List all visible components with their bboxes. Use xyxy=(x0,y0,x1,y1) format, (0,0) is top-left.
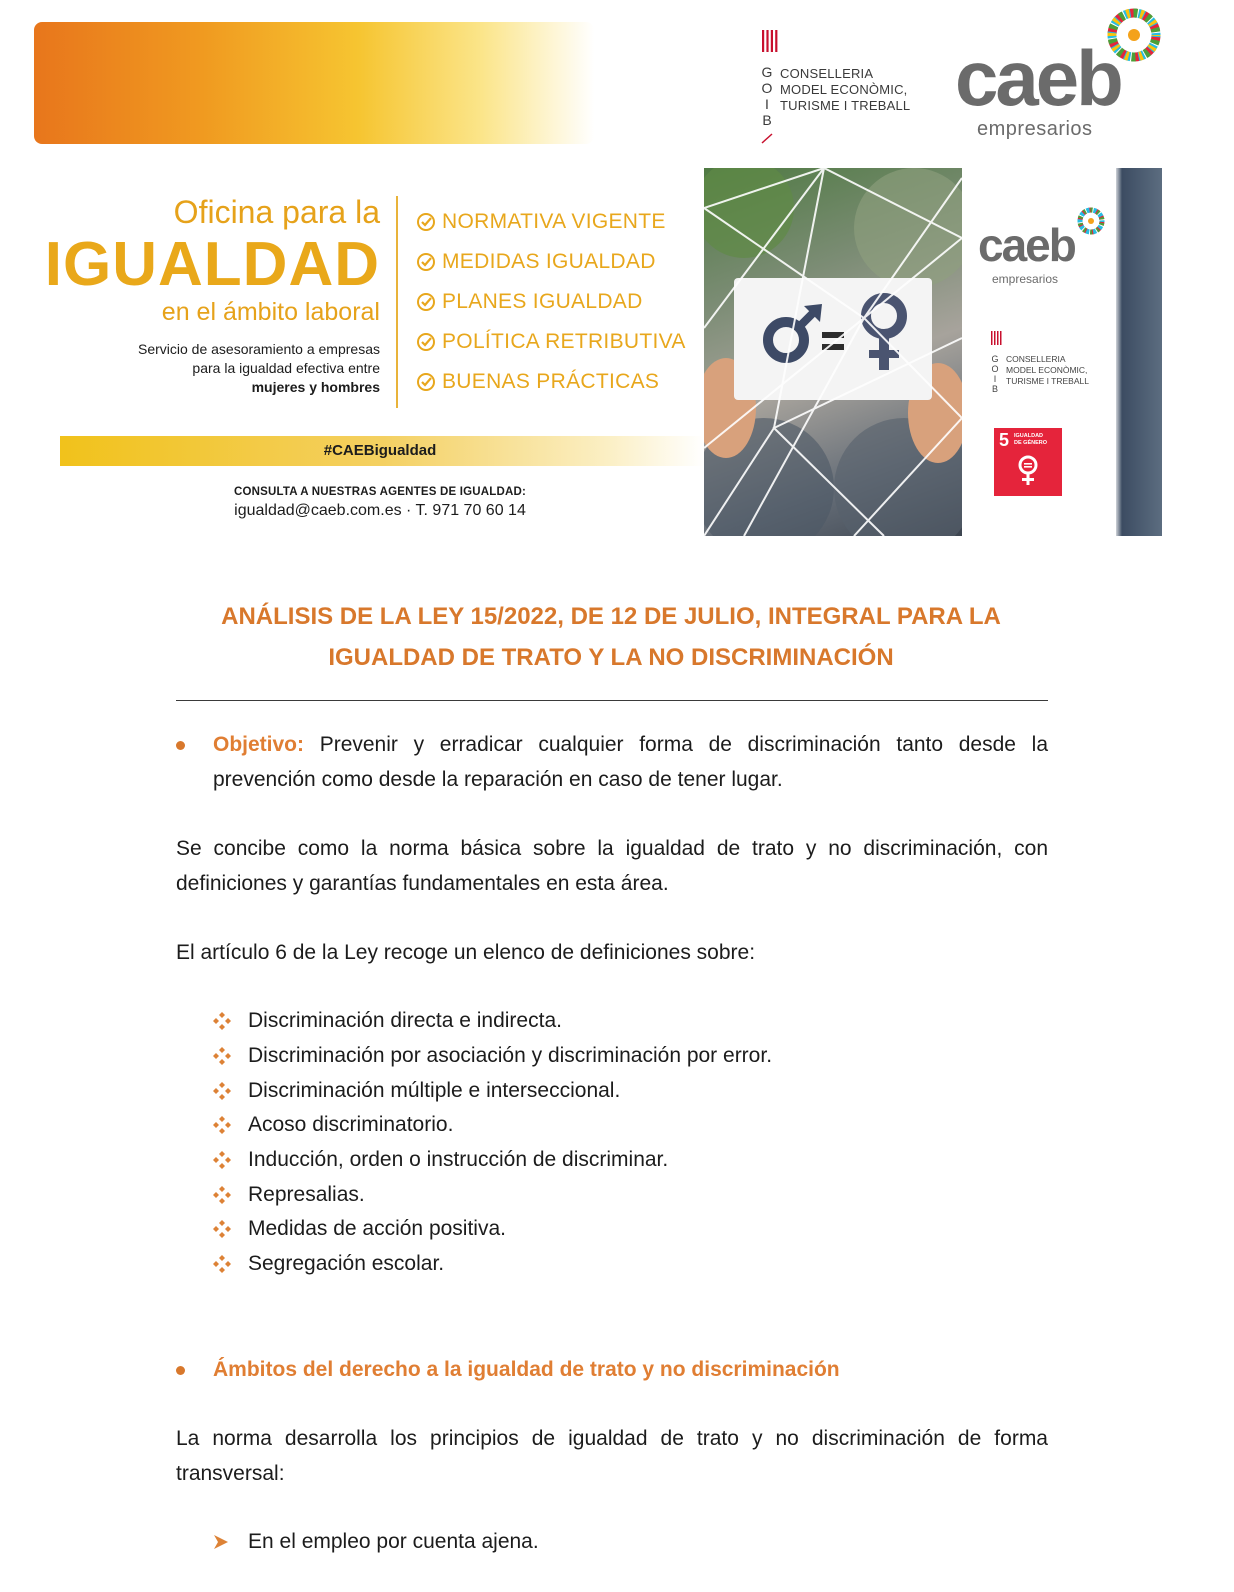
diamond-bullet-icon xyxy=(212,1046,232,1066)
list-item xyxy=(212,1177,772,1212)
banner-title-line1: Oficina para la xyxy=(173,194,380,230)
ambitos-heading: Ámbitos del derecho a la igualdad de trato y no discriminación xyxy=(213,1358,840,1381)
sdg5-badge xyxy=(994,428,1062,496)
sdg5-label-line: DE GÉNERO xyxy=(1014,440,1048,446)
diamond-bullet-icon xyxy=(212,1219,232,1239)
checklist-item xyxy=(416,242,686,282)
document-title-line: IGUALDAD DE TRATO Y LA NO DISCRIMINACIÓN xyxy=(328,644,894,671)
diamond-bullet-icon xyxy=(212,1254,232,1274)
paragraph: La norma desarrolla los principios de igualdad de trato y no discriminación de forma transversal: xyxy=(176,1427,1048,1485)
checklist-item xyxy=(416,202,686,242)
consulta-heading: CONSULTA A NUESTRAS AGENTES DE IGUALDAD: xyxy=(233,486,527,498)
caeb-logo xyxy=(955,8,1165,148)
list-item xyxy=(212,1073,772,1108)
card-goib-department xyxy=(1006,354,1089,387)
document-title-line: ANÁLISIS DE LA LEY 15/2022, DE 12 DE JULIO, INTEGRAL PARA LA xyxy=(221,603,1001,630)
banner-service-text xyxy=(80,340,380,397)
diamond-bullet-icon xyxy=(212,1011,232,1031)
list-item-text: Inducción, orden o instrucción de discriminar. xyxy=(248,1148,669,1172)
contact-info[interactable]: igualdad@caeb.com.es · T. 971 70 60 14 xyxy=(234,502,526,519)
goib-logo xyxy=(760,28,920,148)
banner-divider xyxy=(396,196,398,408)
goib-line: CONSELLERIA xyxy=(780,66,874,81)
checklist-item xyxy=(416,322,686,362)
document-title xyxy=(150,596,1072,678)
paragraph: Se concibe como la norma básica sobre la igualdad de trato y no discriminación, con definiciones y garantías fundamentales en esta área. xyxy=(176,837,1048,895)
list-item xyxy=(212,1108,772,1143)
list-item xyxy=(212,1212,772,1247)
banner-title-line3: en el ámbito laboral xyxy=(161,298,380,326)
goib-letter: G xyxy=(761,64,773,80)
goib-line: MODEL ECONÒMIC, xyxy=(780,82,908,97)
list-item-text: Discriminación directa e indirecta. xyxy=(248,1009,562,1033)
goib-letters xyxy=(760,64,774,128)
goib-line: TURISME I TREBALL xyxy=(780,98,911,113)
check-circle-icon xyxy=(416,332,436,352)
goib-emblem-icon xyxy=(760,28,780,54)
paragraph: El artículo 6 de la Ley recoge un elenco de definiciones sobre: xyxy=(176,941,756,964)
list-item-text: Discriminación por asociación y discriminación por error. xyxy=(248,1044,773,1068)
banner-checklist xyxy=(416,202,686,402)
checklist-label: MEDIDAS IGUALDAD xyxy=(442,250,656,273)
check-circle-icon xyxy=(416,372,436,392)
list-item-text: Represalias. xyxy=(248,1182,365,1206)
service-line: para la igualdad efectiva entre xyxy=(192,360,380,376)
arrow-bullet-icon xyxy=(212,1533,230,1551)
ambitos-list xyxy=(212,1524,539,1559)
checklist-label: BUENAS PRÁCTICAS xyxy=(442,370,660,393)
definitions-list xyxy=(212,1004,772,1282)
service-line: Servicio de asesoramiento a empresas xyxy=(137,341,380,357)
gender-equality-icon xyxy=(1013,454,1043,488)
checklist-label: POLÍTICA RETRIBUTIVA xyxy=(442,330,686,353)
card-goib-logo xyxy=(990,330,1110,400)
objetivo-paragraph xyxy=(213,727,1048,797)
equality-photo xyxy=(704,168,962,536)
header-gradient-band xyxy=(34,22,594,144)
goib-slash-icon xyxy=(760,132,774,144)
list-item-text: Acoso discriminatorio. xyxy=(248,1113,454,1137)
checklist-label: NORMATIVA VIGENTE xyxy=(442,210,666,233)
banner-title-line2: IGUALDAD xyxy=(44,230,380,299)
caeb-subtitle: empresarios xyxy=(977,118,1093,140)
goib-letter: O xyxy=(991,364,999,374)
card-caeb-wordmark: caeb xyxy=(978,219,1075,271)
list-item xyxy=(212,1247,772,1282)
objetivo-label: Objetivo: xyxy=(213,733,305,756)
goib-letter: G xyxy=(991,354,999,364)
card-goib-letters xyxy=(990,354,1000,394)
list-item xyxy=(212,1039,772,1074)
sdg-card xyxy=(962,168,1162,536)
goib-line: TURISME I TREBALL xyxy=(1006,376,1089,386)
caeb-wordmark: caeb xyxy=(955,34,1121,122)
goib-letter: I xyxy=(765,96,769,112)
title-divider xyxy=(176,700,1048,701)
hashtag: #CAEBigualdad xyxy=(323,442,437,459)
goib-line: CONSELLERIA xyxy=(1006,354,1066,364)
checklist-label: PLANES IGUALDAD xyxy=(442,290,643,313)
sdg5-label-line: IGUALDAD xyxy=(1014,433,1044,439)
goib-letter: I xyxy=(993,374,997,384)
objetivo-text: Prevenir y erradicar cualquier forma de discriminación tanto desde la prevención como desde la reparación en caso de tener lugar. xyxy=(213,733,1048,791)
list-item xyxy=(212,1004,772,1039)
card-caeb-subtitle: empresarios xyxy=(992,272,1059,286)
diamond-bullet-icon xyxy=(212,1115,232,1135)
list-item xyxy=(212,1524,539,1559)
list-item-text: Segregación escolar. xyxy=(248,1252,445,1276)
sdg-wheel-icon xyxy=(1076,206,1106,236)
goib-department xyxy=(780,66,930,114)
check-circle-icon xyxy=(416,252,436,272)
list-item xyxy=(212,1143,772,1178)
goib-letter: B xyxy=(991,384,998,394)
list-item-text: Medidas de acción positiva. xyxy=(248,1217,506,1241)
diamond-bullet-icon xyxy=(212,1185,232,1205)
service-line-bold: mujeres y hombres xyxy=(251,379,380,395)
goib-emblem-icon xyxy=(990,330,1002,346)
bullet-dot-icon xyxy=(176,1366,185,1375)
bullet-dot-icon xyxy=(176,741,185,750)
goib-letter: O xyxy=(761,80,773,96)
sdg5-number: 5 xyxy=(999,430,1010,450)
diamond-bullet-icon xyxy=(212,1081,232,1101)
goib-letter: B xyxy=(762,112,772,128)
list-item-text: En el empleo por cuenta ajena. xyxy=(248,1529,539,1553)
checklist-item xyxy=(416,362,686,402)
list-item-text: Discriminación múltiple e interseccional. xyxy=(248,1078,621,1102)
check-circle-icon xyxy=(416,212,436,232)
checklist-item xyxy=(416,282,686,322)
equality-photo-illustration xyxy=(704,168,962,536)
sdg5-label xyxy=(1014,433,1047,447)
goib-line: MODEL ECONÒMIC, xyxy=(1006,365,1088,375)
check-circle-icon xyxy=(416,292,436,312)
diamond-bullet-icon xyxy=(212,1150,232,1170)
igualdad-banner xyxy=(44,168,704,538)
